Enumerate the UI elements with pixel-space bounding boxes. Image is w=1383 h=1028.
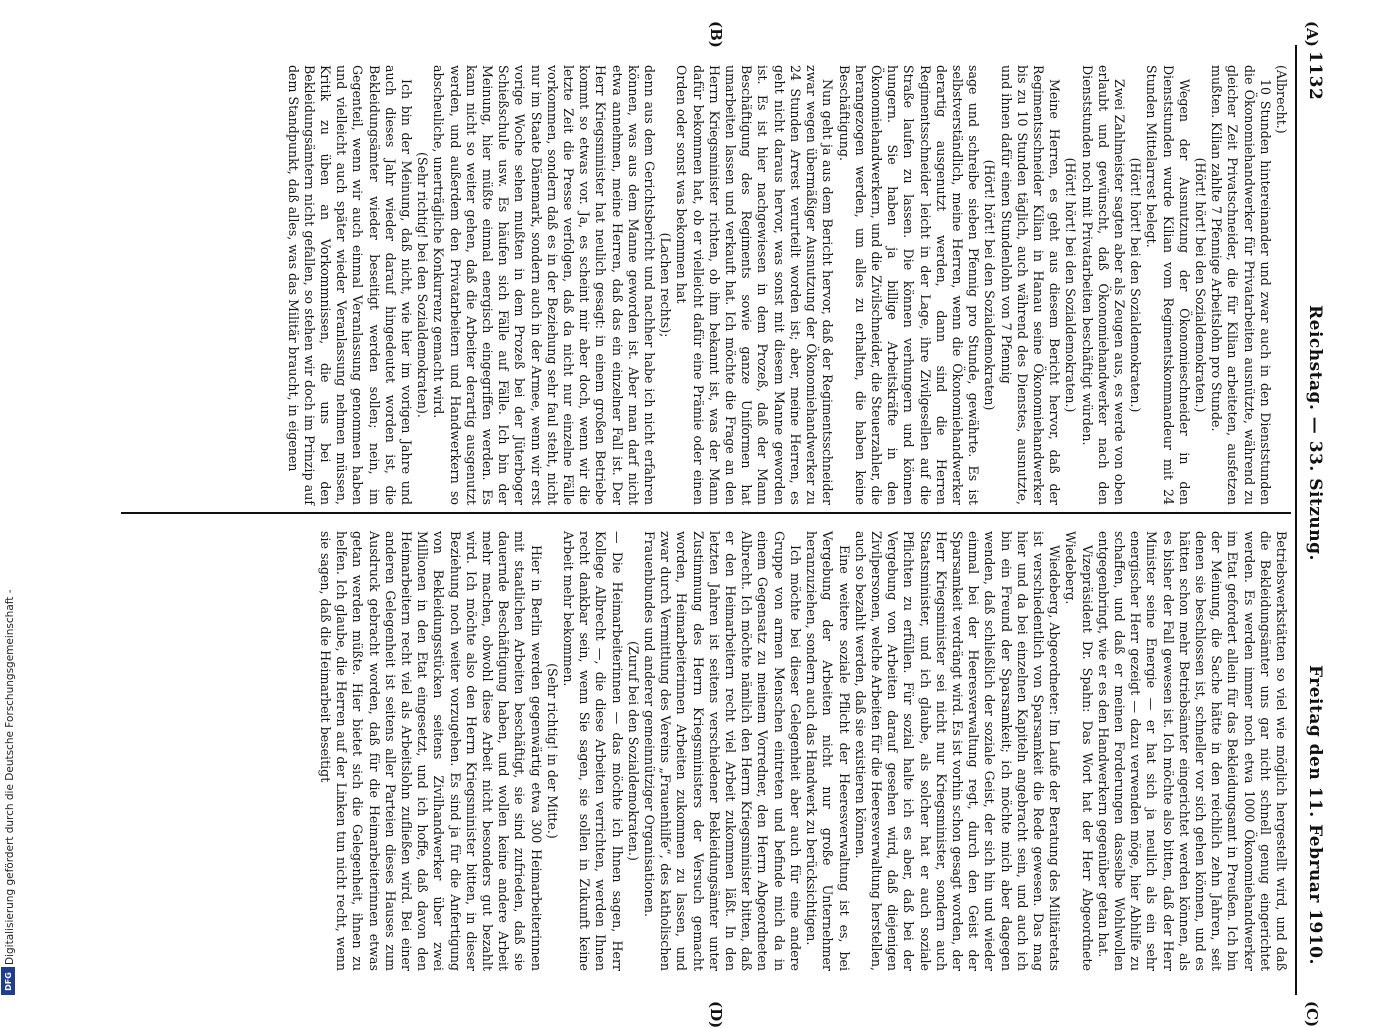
dfg-logo-text: DFG — [3, 971, 13, 991]
paragraph: Zwei Zahlmeister sagten aber als Zeugen aus, es werde von oben erlaubt und gewünscht, daß Ökonomiehandwerker nach den Dienststunden noch mit Privatarbeiten beschäftigt würden. — [1079, 65, 1127, 505]
paragraph: Eine weitere soziale Pflicht der Heeresverwaltung ist es, bei Vergebung der Arbeiten nicht nur große Unternehmer heranzuziehen, sondern auch das Handwerk zu berücksichtigen. — [804, 531, 852, 971]
interjection: (Sehr richtig! in der Mitte.) — [544, 663, 560, 839]
margin-mark-d: (D) — [707, 1001, 725, 1028]
digitization-credit: Digitalisierung gefördert durch die Deutsche Forschungsgemeinschaft - — [4, 589, 16, 965]
interjection: (Sehr richtig! bei den Sozialdemokraten). — [415, 152, 431, 418]
margin-mark-b: (B) — [707, 21, 725, 48]
paragraph: sage und schreibe sieben Pfennig pro Stunde, gewährte. Es ist selbstverständlich, meine Herren, wenn die Ökonomiehandwerker derartig ausgenutzt werden, dann sind die Herren Regimentsschneider leicht in der Lage, ihre Zivilgesellen auf die Straße laufen zu lassen. Die können verhungern und können hungern. Sie haben ja billige Arbeitskräfte in den Ökonomiehandwerkern, und die Zivilschneider, die Steuerzahler, die herangezogen werden, um alles zu erhalten, die haben keine Beschäftigung. — [836, 65, 982, 505]
margin-mark-a: (A) — [1303, 21, 1321, 47]
right-column — [317, 531, 1289, 971]
page-number: 1132 — [1305, 51, 1325, 101]
running-title: Reichstag. — 33. Sitzung. — [1305, 305, 1325, 561]
interjection: (Zuruf bei den Sozialdemokraten.) — [625, 641, 641, 861]
session-date: Freitag den 11. Februar 1910. — [1305, 665, 1325, 965]
interjection: (Hört! hört! bei den Sozialdemokraten.) — [1192, 157, 1208, 413]
paragraph: 10 Stunden hintereinander und zwar auch in den Dienststunden die Ökonomiehandwerker für Privatarbeiten ausnützte, während zu gleicher Zeit Privatschneider, die für Kilian arbeiteten, ausfetzen mußten. Kilian zahlte 7 Pfennige Arbeitslohn pro Stunde. — [1209, 65, 1273, 505]
column-divider — [121, 512, 1291, 514]
interjection: (Hört! hört! bei den Sozialdemokraten.) — [1063, 157, 1079, 413]
paragraph: Meine Herren, es geht aus diesem Bericht hervor, daß der Regimentsschneider Kilian in Hanau seine Ökonomiehandwerker bis zu 10 Stunden täglich, auch während des Dienstes, ausnutzte, und ihnen dafür einen Stundenlohn von 7 Pfennig — [998, 65, 1063, 505]
paragraph: Wiedeberg, Abgeordneter: Im Laufe der Beratung des Militäretats ist verschiedentlich von Sparsamkeit die Rede gewesen. Das mag hier und da bei einzelnen Kapiteln angebracht sein, und auch ich bin ein Freund der Sparsamkeit; ich möchte mich aber dagegen wenden, daß schließlich der soziale Geist, der sich hin und wieder einmal bei der Heeresverwaltung regt, durch den Geist der Sparsamkeit verdrängt wird. Es ist vorhin schon gesagt worden, der Herr Kriegsminister sei nicht nur Kriegsminister, sondern auch Staatsminister, und ich glaube, als solcher hat er auch soziale Pflichten zu erfüllen. Für sozial halte ich es aber, daß bei der Vergebung von Arbeiten darauf gesehen wird, daß diejenigen Zivilpersonen, welche Arbeiten für die Heeresverwaltung herstellen, auch so bezahlt werden, daß sie existieren können. — [852, 531, 1063, 971]
speaker-label: (Albrecht.) — [1274, 65, 1289, 134]
paragraph: Ich möchte bei dieser Gelegenheit aber auch für eine andere Gruppe von armen Menschen eintreten und befinde mich da in einem Gegensatz zu meinem Vorredner, den Herrn Abgeordneten Albrecht. Ich möchte nämlich den Herrn Kriegsminister bitten, daß er den Heimarbeitern recht viel Arbeit zukommen läßt. In den letzten Jahren ist seitens verschiedener Bekleidungsämter unter Zustimmung des Herrn Kriegsministers der Versuch gemacht worden, Heimarbeiterinnen Arbeiten zukommen zu lassen, und zwar durch Vermittlung des Vereins „Frauenhilfe“, des katholischen Frauenbundes und anderer gemeinnütziger Organisationen. — [642, 531, 803, 971]
left-column — [284, 65, 1289, 505]
interjection: (Hört! hört! bei den Sozialdemokraten.) — [1128, 157, 1144, 413]
paragraph: Ich bin der Meinung, daß nicht, wie hier im vorigen Jahre und auch dieses Jahr wieder darauf hingedeutet worden ist, die Bekleidungsämter wieder beseitigt werden sollen; nein, im Gegenteil, wenn wir auch einmal Veranlassung genommen haben und vielleicht auch später wieder Veranlassung nehmen müssen, Kritik zu üben an Vorkommnissen, die uns bei den Bekleidungsämtern nicht gefallen, so stehen wir doch im Prinzip auf dem Standpunkt, daß alles, was das Militär braucht, in eigenen — [285, 65, 415, 505]
paragraph: — Die Heimarbeiterinnen — das möchte ich Ihnen sagen, Herr Kollege Albrecht —, die diese Arbeiten verrichten, werden Ihnen recht dankbar sein, wenn Sie sagen, sie sollen in Zukunft keine Arbeit mehr bekommen. — [561, 531, 625, 971]
margin-mark-c: (C) — [1303, 1001, 1321, 1028]
header-rule — [1295, 45, 1297, 995]
paragraph: Hier in Berlin werden gegenwärtig etwa 300 Heimarbeiterinnen mit staatlichen Arbeiten beschäftigt, sie sind zufrieden, daß sie dauernde Beschäftigung haben, und wollen keine andere Arbeit mehr machen, obwohl diese Arbeit nicht besonders gut bezahlt wird. Ich möchte also den Herrn Kriegsminister bitten, in dieser Beziehung noch weiter vorzugehen. Es sind ja für die Anfertigung von Bekleidungsstücken seitens Zivilhandwerker über zwei Millionen in den Etat eingesetzt, und ich hoffe, daß davon den Heimarbeitern recht viel als Arbeitslohn zufließen wird. Bei einer anderen Gelegenheit ist seitens aller Parteien dieses Hauses zum Ausdruck gebracht worden, daß für die Heimarbeiterinnen etwas getan werden müßte. Hier bietet sich die Gelegenheit, ihnen zu helfen. Ich glaube, die Herren auf der Linken tun nicht recht, wenn sie sagen, daß die Heimarbeit beseitigt — [318, 531, 544, 971]
paragraph: Vizepräsident Dr. Spahn: Das Wort hat der Herr Abgeordnete Wiedeberg. — [1063, 531, 1095, 971]
rotated-newspaper-page — [85, 21, 1325, 1028]
paragraph: denn aus dem Gerichtsbericht und nachher habe ich nicht erfahren können, was aus dem Manne geworden ist. Aber man darf nicht etwa annehmen, meine Herren, daß das ein einzelner Fall ist. Der Herr Kriegsminister hat neulich gesagt: in einem großen Betriebe kommt so etwas vor. Ja, es scheint mir aber doch, wenn wir die letzte Zeit die Presse verfolgen, daß da nicht nur einzelne Fälle vorkommen, sondern daß es in der Beziehung sehr faul steht, nicht nur im Staate Dänemark, sondern auch in der Armee, wenn wir erst vorige Woche sehen mußten in dem Prozeß bei der Jüterboger Schießschule usw. Es häufen sich Fälle auf Fälle. Ich bin der Meinung, hier müßte einmal energisch eingegriffen werden. Es kann nicht so weiter gehen, daß die Arbeiter derartig ausgenutzt werden, und außerdem den Privatarbeitern und Handwerkern so abscheuliche, unerträgliche Konkurrenz gemacht wird. — [431, 65, 658, 505]
paragraph: Nun geht ja aus dem Bericht hervor, daß der Regimentsschneider zwar wegen übermäßiger Ausnutzung der Ökonomiehandwerker zu 24 Stunden Arrest verurteilt worden ist; aber, meine Herren, es geht nicht daraus hervor, was sonst mit diesem Manne geworden ist. Es ist hier nachgewiesen in dem Prozeß, daß der Mann Beschäftigung des Regiments sowie ganze Uniformen hat umarbeiten lassen und verkauft hat. Ich möchte die Frage an den Herrn Kriegsminister richten, ob ihm bekannt ist, was der Mann dafür bekommen hat, ob er vielleicht dafür eine Prämie oder einen Orden oder sonst was bekommen hat — [674, 65, 836, 505]
interjection: (Lachen rechts); — [658, 232, 674, 338]
interjection: (Hört! hört! bei den Sozialdemokraten) — [982, 159, 998, 411]
dfg-logo — [1, 967, 15, 995]
paragraph: Wegen der Ausnutzung der Ökonomieschneider in den Dienststunden wurde Kilian vom Regimentskommandeur mit 24 Stunden Mittelarrest belegt. — [1144, 65, 1192, 505]
paragraph: Betriebswerkstätten so viel wie möglich hergestellt wird, und daß die Bekleidungsämter uns gar nicht schnell genug eingerichtet werden. Es werden immer noch etwa 1000 Ökonomiehandwerker im Etat gefordert allein für das Bekleidungsamt in Preußen. Ich bin der Meinung, die Sache hätte in den reichlich zehn Jahren, seit denen sie beschlossen ist, schneller vor sich gehen können, und es hätten schon mehr Betriebsämter eingerichtet werden können, als es bisher der Fall gewesen ist. Ich möchte also bitten, daß der Herr Minister seine Energie — er hat sich ja neulich als ein sehr energischer Herr gezeigt — dazu verwenden möge, hier Abhilfe zu schaffen, und daß er meinen Forderungen dasselbe Wohlwollen entgegenbringt, wie er es den Handwerkern gegenüber getan hat. — [1095, 531, 1289, 971]
